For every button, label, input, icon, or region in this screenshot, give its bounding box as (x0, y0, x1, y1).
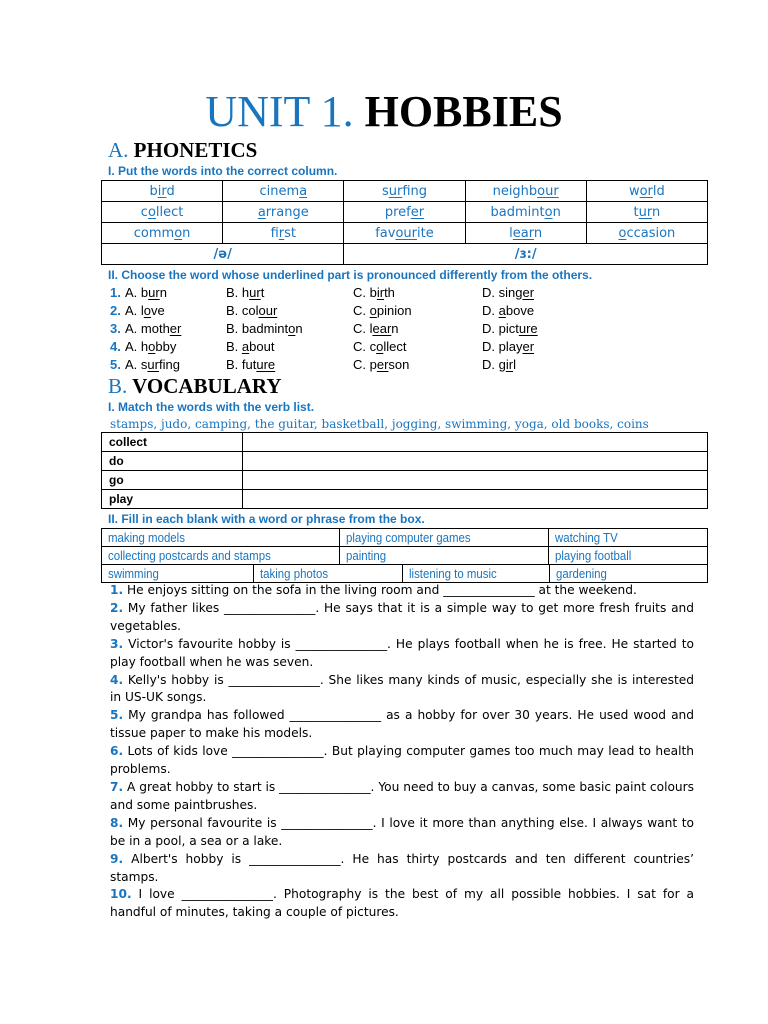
word-part: ve (151, 303, 165, 318)
answer-option[interactable] (125, 338, 176, 356)
verb-row (102, 471, 708, 490)
word-part: C. (353, 303, 370, 318)
underlined-sound: ur (638, 204, 652, 220)
word-part: fav (375, 225, 396, 241)
word-part: ite (417, 225, 434, 241)
fill-in-sentences (110, 582, 694, 922)
sentence-text: I love _______________. Photography is the best of my all possible hobbies. I sat for a handful of minutes, taking a couple of pictures. (110, 887, 694, 920)
word-part: l (513, 357, 516, 372)
phonetics-word (223, 181, 344, 202)
word-part: badmint (490, 204, 545, 220)
word-part: b (149, 183, 158, 199)
phonetics-word (102, 181, 223, 202)
phonetics-word (465, 181, 586, 202)
word-part: ld (652, 183, 665, 199)
sentence-text: A great hobby to start is _______________. You need to buy a canvas, some basic paint colours and some paintbrushes. (110, 779, 694, 812)
underlined-sound: or (639, 183, 653, 199)
schwa-column-header (102, 244, 344, 265)
box-item: watching TV (549, 529, 708, 547)
underlined-sound: a (241, 339, 250, 354)
fill-sentence (110, 743, 694, 779)
word-box-row-3 (101, 564, 708, 583)
underlined-sound: a (257, 204, 266, 220)
box-item: gardening (550, 565, 708, 583)
phonetics-word (344, 223, 465, 244)
box-item: swimming (102, 565, 254, 583)
word-part: C. p (353, 357, 377, 372)
fill-sentence (110, 672, 694, 708)
underlined-sound: ir (505, 357, 514, 372)
phonetics-instruction: I. Put the words into the correct column. (108, 164, 338, 178)
phonetics-row (102, 202, 708, 223)
word-part: A. l (125, 303, 144, 318)
sentence-number: 1. (110, 583, 124, 597)
answer-option[interactable] (353, 356, 409, 374)
phonetic-symbol: /ɜ:/ (514, 246, 537, 262)
word-part: c (140, 204, 148, 220)
underlined-sound: er (522, 339, 535, 354)
phonetics-row (102, 181, 708, 202)
word-part: fing (402, 183, 427, 199)
fill-sentence (110, 815, 694, 851)
unit-topic: HOBBIES (364, 87, 563, 136)
answer-cell[interactable] (243, 471, 708, 490)
word-part: ccasion (626, 225, 676, 241)
phonetics-word (223, 223, 344, 244)
underlined-sound: ear (372, 321, 392, 336)
unit-number: UNIT 1. (205, 87, 354, 136)
fill-sentence (110, 600, 694, 636)
underlined-sound: ur (249, 285, 261, 300)
answer-option[interactable] (482, 284, 534, 302)
underlined-sound: ir (376, 285, 385, 300)
word-part: llect (383, 339, 407, 354)
page-title (0, 84, 768, 140)
answer-option[interactable] (226, 302, 277, 320)
box-item: taking photos (254, 565, 403, 583)
word-part: n (552, 204, 561, 220)
word-part: n (182, 225, 191, 241)
underlined-sound: o (147, 204, 156, 220)
fill-sentence (110, 636, 694, 672)
answer-option[interactable] (226, 284, 264, 302)
underlined-sound: ure (518, 321, 538, 336)
word-part: s (381, 183, 389, 199)
question-number: 5. (110, 357, 121, 372)
phonetics-row (102, 223, 708, 244)
underlined-sound: ure (256, 357, 276, 372)
sentence-number: 2. (110, 600, 124, 615)
underlined-sound: o (376, 339, 384, 354)
word-part: n (391, 321, 399, 336)
underlined-sound: ur (388, 183, 403, 199)
underlined-sound: a (498, 303, 506, 318)
verb-row (102, 452, 708, 471)
sentence-text: My personal favourite is _______________. I love it more than anything else. I always want to be in a pool, a sea or a lake. (110, 815, 694, 848)
underlined-sound: o (288, 321, 296, 336)
box-item: playing computer games (340, 529, 549, 547)
verb-label: play (102, 490, 243, 509)
word-part: B. h (226, 285, 250, 300)
answer-option[interactable] (482, 338, 534, 356)
answer-option[interactable] (226, 338, 274, 356)
underlined-sound: a (299, 183, 308, 199)
word-part: A. s (125, 357, 148, 372)
word-part: d (166, 183, 175, 199)
word-part: neighb (492, 183, 538, 199)
word-part: pinion (376, 303, 412, 318)
underlined-sound: o (143, 303, 152, 318)
fill-sentence (110, 886, 694, 922)
underlined-sound: o (174, 225, 183, 241)
phonetics-word (344, 202, 465, 223)
sentence-number: 5. (110, 708, 124, 723)
sentence-text: Albert's hobby is _______________. He has thirty postcards and ten different countries’ stamps. (110, 851, 694, 884)
underlined-sound: ir (157, 183, 167, 199)
phonetics-word (586, 202, 707, 223)
question-number: 2. (110, 303, 121, 318)
sentence-number: 8. (110, 815, 124, 830)
phonetics-word (465, 202, 586, 223)
word-part: st (284, 225, 296, 241)
question-number: 3. (110, 321, 121, 336)
phonetics-table (101, 180, 708, 265)
word-part: B. (226, 339, 242, 354)
answer-option[interactable] (125, 320, 181, 338)
verb-label: go (102, 471, 243, 490)
er-column-header (344, 244, 708, 265)
word-part: n (533, 225, 543, 241)
phonetics-word (344, 181, 465, 202)
sentence-number: 7. (110, 779, 124, 794)
answer-option[interactable] (353, 338, 406, 356)
word-part: fing (158, 357, 180, 372)
answer-option[interactable] (125, 284, 167, 302)
word-box-row-1 (101, 528, 708, 547)
word-part: D. g (482, 357, 506, 372)
word-part: comm (133, 225, 175, 241)
word-part: C. c (353, 339, 377, 354)
underlined-sound: our (395, 225, 417, 241)
underlined-sound: er (376, 357, 389, 372)
word-part: th (384, 285, 395, 300)
word-part: D. pict (482, 321, 519, 336)
underlined-sound: our (258, 303, 278, 318)
sentence-text: My father likes _______________. He says that it is a simple way to get more fresh fruits and vegetables. (110, 600, 694, 633)
section-a-heading: A. PHONETICS (108, 138, 258, 162)
answer-option[interactable] (226, 356, 275, 374)
verb-label: do (102, 452, 243, 471)
answer-cell[interactable] (243, 452, 708, 471)
answer-cell[interactable] (243, 490, 708, 509)
underlined-sound: er (522, 285, 535, 300)
answer-option[interactable] (482, 302, 534, 320)
fill-sentence (110, 707, 694, 743)
question-number: 1. (110, 285, 121, 300)
word-part: l (509, 225, 513, 241)
sentence-text: Victor's favourite hobby is _______________. He plays football when he is free. He started to play football when he was seven. (110, 636, 694, 669)
word-part: B. fut (226, 357, 257, 372)
word-part: f (270, 225, 279, 241)
section-b-heading: B. VOCABULARY (108, 374, 282, 398)
word-part: D. (482, 303, 499, 318)
verb-row (102, 490, 708, 509)
fill-sentence (110, 779, 694, 815)
verb-row (102, 433, 708, 452)
word-part: n (295, 321, 303, 336)
word-part: D. play (482, 339, 523, 354)
word-part: bove (505, 303, 535, 318)
fill-sentence (110, 582, 694, 600)
answer-option[interactable] (125, 356, 180, 374)
box-item: playing football (549, 547, 708, 565)
sentence-number: 4. (110, 672, 124, 687)
underlined-sound: ear (512, 225, 534, 241)
answer-option[interactable] (482, 320, 538, 338)
sentence-number: 10. (110, 887, 132, 902)
sentence-number: 9. (110, 851, 124, 866)
word-part: llect (155, 204, 184, 220)
word-box-row-2 (101, 546, 708, 565)
word-part: A. moth (125, 321, 170, 336)
answer-option[interactable] (353, 284, 395, 302)
word-part: bby (155, 339, 177, 354)
match-instruction: I. Match the words with the verb list. (108, 400, 315, 414)
word-part: D. sing (482, 285, 523, 300)
sentence-number: 3. (110, 636, 124, 651)
topic-word-list: stamps, judo, camping, the guitar, basketball, jogging, swimming, yoga, old books, coins (110, 417, 649, 431)
question-number: 4. (110, 339, 121, 354)
answer-option[interactable] (125, 302, 165, 320)
fillin-instruction: II. Fill in each blank with a word or phrase from the box. (108, 512, 425, 526)
word-part: n (159, 285, 167, 300)
sentence-text: Lots of kids love _______________. But playing computer games too much may lead to health problems. (110, 744, 694, 777)
phonetic-symbol: /ə/ (213, 246, 232, 262)
underlined-sound: ir (278, 225, 285, 241)
phonetics-word (586, 223, 707, 244)
word-part: rrange (265, 204, 309, 220)
phonetics-word (586, 181, 707, 202)
answer-option[interactable] (353, 320, 399, 338)
pronunciation-instruction: II. Choose the word whose underlined part is pronounced differently from the others. (108, 268, 593, 282)
sentence-number: 6. (110, 744, 124, 759)
underlined-sound: o (618, 225, 627, 241)
underlined-sound: o (544, 204, 553, 220)
word-part: pref (384, 204, 411, 220)
phonetics-word (465, 223, 586, 244)
word-part: B. badmint (226, 321, 289, 336)
answer-option[interactable] (353, 302, 412, 320)
fill-sentence (110, 851, 694, 887)
word-part: A. h (125, 339, 149, 354)
word-part: A. b (125, 285, 149, 300)
sentence-text: Kelly's hobby is _______________. She likes many kinds of music, especially she is interested in US-UK songs. (110, 672, 694, 705)
word-part: C. l (353, 321, 373, 336)
word-part: son (388, 357, 410, 372)
underlined-sound: our (537, 183, 559, 199)
phonetics-word (102, 202, 223, 223)
word-part: w (628, 183, 640, 199)
word-part: C. b (353, 285, 377, 300)
word-part: n (651, 204, 661, 220)
sentence-text: He enjoys sitting on the sofa in the living room and _______________ at the weekend. (123, 583, 637, 597)
underlined-sound: o (148, 339, 156, 354)
box-item: listening to music (403, 565, 550, 583)
underlined-sound: ur (148, 285, 160, 300)
answer-option[interactable] (226, 320, 303, 338)
phonetics-word (223, 202, 344, 223)
word-part: B. col (226, 303, 259, 318)
word-part: t (633, 204, 639, 220)
underlined-sound: er (410, 204, 425, 220)
answer-cell[interactable] (243, 433, 708, 452)
word-part: t (260, 285, 265, 300)
underlined-sound: o (369, 303, 377, 318)
underlined-sound: er (169, 321, 182, 336)
word-part: cinem (259, 183, 300, 199)
box-item: collecting postcards and stamps (102, 547, 340, 565)
phonetics-word (102, 223, 223, 244)
verb-match-table (101, 432, 708, 509)
box-item: painting (340, 547, 549, 565)
word-part: bout (249, 339, 275, 354)
sentence-text: My grandpa has followed _______________ as a hobby for over 30 years. He used wood and tissue paper to make his models. (110, 708, 694, 741)
underlined-sound: ur (147, 357, 159, 372)
phonetics-header-row (102, 244, 708, 265)
answer-option[interactable] (482, 356, 516, 374)
box-item: making models (102, 529, 340, 547)
verb-label: collect (102, 433, 243, 452)
